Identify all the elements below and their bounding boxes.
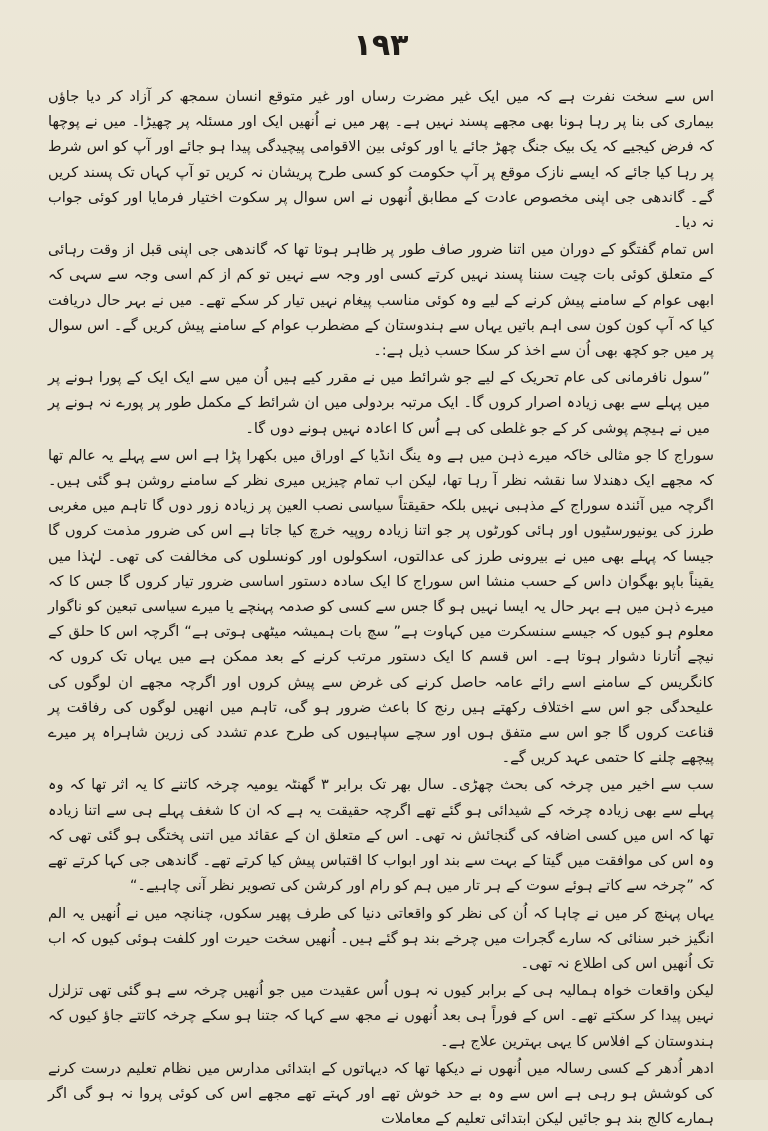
paragraph-4: سوراج کا جو مثالی خاکہ میرے ذہن میں ہے وہ ینگ انڈیا کے اوراق میں بکھرا پڑا ہے اس سے پہلے یہ عالم تھا کہ مجھے ایک دھندلا سا نقشہ نظر آ رہا تھا، لیکن اب تمام چیزیں میری نظر کے سامنے روشن ہو گئی ہیں۔ اگرچہ میں آئندہ سوراج کے مذہبی نہیں بلکہ حقیقتاً سیاسی نصب العین پر زیادہ زور دوں گا تاہم میں مغربی طرز کی یونیورسٹیوں اور ہائی کورٹوں پر جو اتنا زیادہ روپیہ خرچ کیا جاتا ہے اس کی ضرور مذمت کروں گا جیسا کہ پہلے بھی میں نے بیرونی طرز کی عدالتوں، اسکولوں اور کونسلوں کی مخالفت کی تھی۔ لہٰذا میں یقیناً باپو بھگوان داس کے حسب منشا اس سوراج کا ایک سادہ دستور اساسی ضرور تیار کروں گا جس کا کہ میرے ذہن میں ہے بہر حال یہ ایسا نہیں ہو گا جس سے کسی کو صدمہ پہنچے یا میرے سیاسی تبعین کو ناگوار معلوم ہو کیوں کہ جیسے سنسکرت میں کہاوت ہے” سچ بات ہمیشہ میٹھی ہوتی ہے“ اگرچہ اس کا حلق کے نیچے اُتارنا دشوار ہوتا ہے۔ اس قسم کا ایک دستور مرتب کرنے کے بعد ممکن ہے میں یہاں تک کروں کہ کانگریس کے سامنے اسے رائے عامہ حاصل کرنے کی غرض سے پیش کروں اور اگرچہ مجھے ان لوگوں کی علیحدگی جو اس سے اختلاف رکھتے ہیں رنج کا باعث ضرور ہو گی، تاہم میں انھیں لوگوں کی رفاقت پر قناعت کروں گا جو اس سے متفق ہوں اور سچے سپاہیوں کی طرح عدم تشدد کی زرین شاہراہ پر میرے پیچھے چلنے کا حتمی عہد کریں گے۔	[48, 446, 714, 767]
body-text	[48, 84, 714, 1131]
paragraph-3-quote: ”سول نافرمانی کی عام تحریک کے لیے جو شرائط میں نے مقرر کیے ہیں اُن میں سے ایک ایک کے پورا ہونے پر میں پہلے سے بھی زیادہ اصرار کروں گا۔ ایک مرتبہ بردولی میں ان شرائط کے مکمل طور پر پورے نہ ہونے پر میں نے ہیچم پوشی کر کے جو غلطی کی ہے اُس کا اعادہ نہیں ہونے دوں گا۔	[48, 369, 710, 437]
paragraph-1: اس سے سخت نفرت ہے کہ میں ایک غیر مضرت رساں اور غیر متوقع انسان سمجھ کر آزاد کر دیا جاؤں بیماری کی بنا پر رہا ہونا بھی مجھے پسند نہیں ہے۔ پھر میں نے اُنھیں ایک اور مسئلہ پر چھیڑا۔ میں نے پوچھا کہ فرض کیجیے کہ یک بیک جنگ چھڑ جائے یا اور کوئی بین الاقوامی پیچیدگی پیدا ہو جائے اور آپ کو اس شرط پر رہا کیا جائے کہ ایسے نازک موقع پر آپ حکومت کو کسی طرح پریشان نہ کریں تو آپ کہاں تک پسند کریں گے۔ گاندھی جی اپنی مخصوص عادت کے مطابق اُنھوں نے اس سوال پر سکوت اختیار فرمایا اور کوئی جواب نہ دیا۔	[48, 88, 714, 232]
paragraph-8: ادھر اُدھر کے کسی رسالہ میں اُنھوں نے دیکھا تھا کہ دیہاتوں کے ابتدائی مدارس میں نظام تعلیم درست کرنے کی کوشش ہو رہی ہے اس سے وہ بے حد خوش تھے اور کہتے تھے مجھے اس کی کوئی پروا نہ ہو گی اگر ہمارے کالج بند ہو جائیں لیکن ابتدائی تعلیم کے معاملات	[48, 1059, 714, 1128]
paragraph-6: یہاں پہنچ کر میں نے چاہا کہ اُن کی نظر کو واقعاتی دنیا کی طرف پھیر سکوں، چنانچہ میں نے اُنھیں یہ الم انگیز خبر سنائی کہ سارے گجرات میں چرخے بند ہو گئے ہیں۔ اُنھیں سخت حیرت اور کلفت ہوئی کیوں کہ اب تک اُنھیں اس کی اطلاع نہ تھی۔	[48, 904, 714, 972]
page-number: ۱۹۳	[353, 28, 409, 63]
paragraph-7: لیکن واقعات خواہ ہمالیہ ہی کے برابر کیوں نہ ہوں اُس عقیدت میں جو اُنھیں چرخہ سے ہو گئی تھی تزلزل نہیں پیدا کر سکتے تھے۔ اس کے فوراً ہی بعد اُنھوں نے مجھ سے کہا کہ جتنا ہو سکے چرخہ کاتتے جاؤ کیوں کہ ہندوستان کے افلاس کا یہی بہترین علاج ہے۔	[48, 982, 714, 1050]
paragraph-5: سب سے اخیر میں چرخہ کی بحث چھڑی۔ سال بھر تک برابر ۳ گھنٹہ یومیہ چرخہ کاتنے کا یہ اثر تھا کہ وہ پہلے سے بھی زیادہ چرخہ کے شیدائی ہو گئے تھے اگرچہ حقیقت یہ ہے کہ ان کا شغف پہلے ہی سے اتنا زیادہ تھا کہ اس میں کسی اضافہ کی گنجائش نہ تھی۔ اس کے متعلق ان کے عقائد میں اتنی پختگی ہو گئی تھی کہ وہ اس کی موافقت میں گیتا کے بہت سے بند اور ابواب کا اقتباس پیش کیا کرتے تھے۔ گاندھی جی کہا کرتے تھے کہ ”چرخہ سے کاتے ہوئے سوت کے ہر تار میں ہم کو رام اور کرشن کی تصویر نظر آنی چاہیے۔“	[48, 776, 714, 895]
paragraph-2: اس تمام گفتگو کے دوران میں اتنا ضرور صاف طور پر ظاہر ہوتا تھا کہ گاندھی جی اپنی قبل از وقت رہائی کے متعلق کوئی بات چیت سننا پسند نہیں کرتے کسی اور وجہ سے نہیں تو کم از کم اسی وجہ سے سہی کہ ابھی عوام کے سامنے پیش کرنے کے لیے وہ کوئی مناسب پیغام نہیں تیار کر سکے تھے۔ میں نے بہر حال دریافت کیا کہ آپ کون کون سی اہم باتیں یہاں سے ہندوستان کے مضطرب عوام کے سامنے پیش کریں گے۔ اس سوال پر میں جو کچھ بھی اُن سے اخذ کر سکا حسب ذیل ہے:۔	[48, 241, 714, 360]
